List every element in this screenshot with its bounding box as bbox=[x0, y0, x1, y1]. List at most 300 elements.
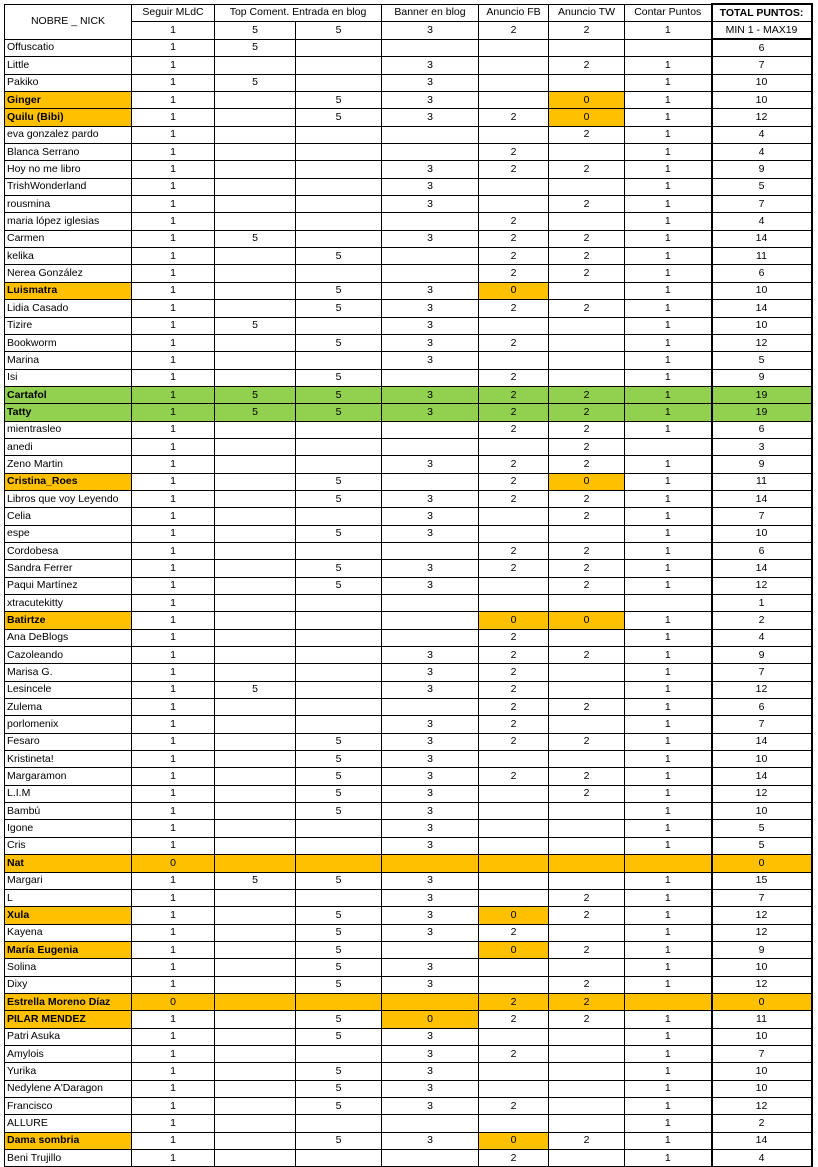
score-cell bbox=[549, 1028, 625, 1045]
total-points: 12 bbox=[712, 577, 812, 594]
score-cell: 1 bbox=[625, 560, 712, 577]
score-cell bbox=[296, 57, 382, 74]
total-points: 9 bbox=[712, 647, 812, 664]
table-row bbox=[5, 1115, 812, 1132]
score-cell bbox=[382, 855, 479, 872]
total-points: 10 bbox=[712, 525, 812, 542]
score-cell: 3 bbox=[382, 508, 479, 525]
score-cell bbox=[549, 924, 625, 941]
score-cell bbox=[215, 334, 296, 351]
score-cell: 1 bbox=[625, 837, 712, 854]
score-cell: 3 bbox=[382, 681, 479, 698]
score-cell bbox=[549, 629, 625, 646]
score-cell: 2 bbox=[479, 109, 549, 126]
participant-name: rousmina bbox=[5, 196, 132, 213]
total-points: 10 bbox=[712, 317, 812, 334]
score-cell bbox=[215, 456, 296, 473]
score-cell: 1 bbox=[132, 889, 215, 906]
score-cell: 2 bbox=[479, 560, 549, 577]
score-cell: 1 bbox=[132, 334, 215, 351]
score-cell: 1 bbox=[132, 438, 215, 455]
score-cell: 1 bbox=[625, 1097, 712, 1114]
total-points: 6 bbox=[712, 542, 812, 559]
total-points: 6 bbox=[712, 39, 812, 57]
score-cell: 1 bbox=[625, 1028, 712, 1045]
score-cell: 2 bbox=[549, 1011, 625, 1028]
total-points: 14 bbox=[712, 768, 812, 785]
score-cell bbox=[479, 39, 549, 57]
score-cell: 1 bbox=[625, 213, 712, 230]
participant-name: L.I.M bbox=[5, 785, 132, 802]
score-cell: 1 bbox=[132, 681, 215, 698]
participant-name: eva gonzalez pardo bbox=[5, 126, 132, 143]
score-cell: 5 bbox=[296, 751, 382, 768]
table-row bbox=[5, 57, 812, 74]
score-cell: 3 bbox=[382, 768, 479, 785]
score-cell: 2 bbox=[549, 993, 625, 1010]
score-cell: 1 bbox=[625, 265, 712, 282]
score-cell: 1 bbox=[132, 907, 215, 924]
table-row bbox=[5, 352, 812, 369]
score-cell: 1 bbox=[132, 508, 215, 525]
header-value: 2 bbox=[479, 22, 549, 40]
score-cell bbox=[625, 438, 712, 455]
score-cell: 1 bbox=[132, 664, 215, 681]
score-cell: 1 bbox=[625, 334, 712, 351]
score-cell: 5 bbox=[215, 317, 296, 334]
score-cell: 1 bbox=[625, 1132, 712, 1149]
score-cell bbox=[479, 74, 549, 91]
score-cell: 3 bbox=[382, 490, 479, 507]
table-row bbox=[5, 681, 812, 698]
table-row bbox=[5, 889, 812, 906]
table-row bbox=[5, 456, 812, 473]
table-row bbox=[5, 74, 812, 91]
score-cell bbox=[215, 1080, 296, 1097]
participant-name: Hoy no me libro bbox=[5, 161, 132, 178]
total-points: 4 bbox=[712, 213, 812, 230]
score-cell bbox=[549, 317, 625, 334]
table-row bbox=[5, 751, 812, 768]
participant-name: Francisco bbox=[5, 1097, 132, 1114]
score-cell: 3 bbox=[382, 352, 479, 369]
table-row bbox=[5, 1011, 812, 1028]
score-cell: 0 bbox=[382, 1011, 479, 1028]
participant-name: Pakiko bbox=[5, 74, 132, 91]
score-cell bbox=[296, 456, 382, 473]
score-cell bbox=[479, 889, 549, 906]
score-cell: 1 bbox=[625, 421, 712, 438]
table-row bbox=[5, 508, 812, 525]
score-cell: 3 bbox=[382, 751, 479, 768]
score-cell: 3 bbox=[382, 230, 479, 247]
total-points: 5 bbox=[712, 837, 812, 854]
score-cell: 0 bbox=[479, 941, 549, 958]
table-row bbox=[5, 629, 812, 646]
score-cell: 2 bbox=[549, 300, 625, 317]
total-points: 6 bbox=[712, 265, 812, 282]
score-cell bbox=[382, 699, 479, 716]
score-cell bbox=[296, 1115, 382, 1132]
table-row bbox=[5, 837, 812, 854]
score-cell: 3 bbox=[382, 716, 479, 733]
score-cell bbox=[215, 716, 296, 733]
score-cell bbox=[549, 820, 625, 837]
score-cell: 3 bbox=[382, 889, 479, 906]
score-cell bbox=[479, 1063, 549, 1080]
score-cell bbox=[296, 39, 382, 57]
score-cell: 1 bbox=[625, 681, 712, 698]
participant-name: Ana DeBlogs bbox=[5, 629, 132, 646]
table-row bbox=[5, 993, 812, 1010]
total-points: 11 bbox=[712, 1011, 812, 1028]
score-cell: 1 bbox=[132, 820, 215, 837]
score-cell: 2 bbox=[479, 230, 549, 247]
score-cell: 1 bbox=[625, 1045, 712, 1062]
score-cell: 1 bbox=[625, 57, 712, 74]
score-cell: 5 bbox=[296, 334, 382, 351]
score-cell: 5 bbox=[296, 1063, 382, 1080]
score-cell: 3 bbox=[382, 664, 479, 681]
total-points: 5 bbox=[712, 352, 812, 369]
score-cell bbox=[215, 473, 296, 490]
table-row bbox=[5, 1150, 812, 1167]
score-cell bbox=[296, 213, 382, 230]
score-cell: 1 bbox=[132, 369, 215, 386]
score-cell bbox=[549, 1150, 625, 1167]
score-cell bbox=[215, 525, 296, 542]
score-cell: 1 bbox=[625, 542, 712, 559]
total-points: 7 bbox=[712, 716, 812, 733]
score-cell: 1 bbox=[132, 959, 215, 976]
participant-name: TrishWonderland bbox=[5, 178, 132, 195]
score-cell bbox=[215, 560, 296, 577]
score-cell bbox=[215, 855, 296, 872]
score-cell: 2 bbox=[549, 560, 625, 577]
header-banner: Banner en blog bbox=[382, 4, 479, 22]
score-cell bbox=[479, 959, 549, 976]
score-cell: 1 bbox=[625, 74, 712, 91]
score-cell bbox=[296, 681, 382, 698]
score-cell: 1 bbox=[132, 716, 215, 733]
score-cell: 1 bbox=[625, 490, 712, 507]
participant-name: Nedylene A'Daragon bbox=[5, 1080, 132, 1097]
score-cell: 1 bbox=[132, 404, 215, 421]
score-cell: 2 bbox=[479, 542, 549, 559]
score-cell bbox=[625, 855, 712, 872]
score-cell bbox=[296, 421, 382, 438]
score-cell: 2 bbox=[479, 456, 549, 473]
score-cell: 2 bbox=[549, 230, 625, 247]
table-row bbox=[5, 1045, 812, 1062]
participant-name: Celia bbox=[5, 508, 132, 525]
participant-name: Tizire bbox=[5, 317, 132, 334]
score-cell: 1 bbox=[625, 976, 712, 993]
total-points: 7 bbox=[712, 57, 812, 74]
score-cell: 3 bbox=[382, 404, 479, 421]
score-cell: 3 bbox=[382, 317, 479, 334]
score-cell: 3 bbox=[382, 1063, 479, 1080]
score-cell: 1 bbox=[625, 872, 712, 889]
score-cell bbox=[215, 161, 296, 178]
score-cell: 5 bbox=[296, 369, 382, 386]
score-cell: 5 bbox=[296, 473, 382, 490]
score-cell bbox=[215, 109, 296, 126]
participant-name: Estrella Moreno Díaz bbox=[5, 993, 132, 1010]
participant-name: Offuscatio bbox=[5, 39, 132, 57]
total-points: 7 bbox=[712, 508, 812, 525]
score-cell: 2 bbox=[479, 369, 549, 386]
score-cell bbox=[549, 803, 625, 820]
score-cell bbox=[215, 768, 296, 785]
score-cell: 1 bbox=[625, 699, 712, 716]
score-cell bbox=[625, 595, 712, 612]
score-cell: 1 bbox=[625, 473, 712, 490]
score-cell: 3 bbox=[382, 74, 479, 91]
score-cell bbox=[215, 92, 296, 109]
total-points: 0 bbox=[712, 855, 812, 872]
header-top-coment: Top Coment. Entrada en blog bbox=[215, 4, 382, 22]
participant-name: Solina bbox=[5, 959, 132, 976]
score-cell: 5 bbox=[296, 803, 382, 820]
score-cell bbox=[296, 126, 382, 143]
score-cell: 2 bbox=[549, 577, 625, 594]
score-cell: 0 bbox=[132, 855, 215, 872]
table-row bbox=[5, 265, 812, 282]
total-points: 10 bbox=[712, 751, 812, 768]
score-cell: 1 bbox=[132, 785, 215, 802]
score-cell bbox=[382, 126, 479, 143]
score-cell: 1 bbox=[132, 612, 215, 629]
score-cell: 1 bbox=[625, 577, 712, 594]
total-points: 7 bbox=[712, 889, 812, 906]
score-cell bbox=[296, 542, 382, 559]
score-cell bbox=[215, 647, 296, 664]
participant-name: Paqui Martínez bbox=[5, 577, 132, 594]
score-cell: 2 bbox=[479, 1097, 549, 1114]
score-cell: 1 bbox=[132, 837, 215, 854]
score-cell bbox=[549, 595, 625, 612]
table-row bbox=[5, 369, 812, 386]
score-cell bbox=[215, 196, 296, 213]
score-cell bbox=[549, 1115, 625, 1132]
score-cell: 2 bbox=[549, 907, 625, 924]
total-points: 12 bbox=[712, 907, 812, 924]
table-row bbox=[5, 595, 812, 612]
total-points: 6 bbox=[712, 699, 812, 716]
score-cell bbox=[296, 144, 382, 161]
score-cell bbox=[296, 230, 382, 247]
score-cell: 2 bbox=[549, 647, 625, 664]
score-cell: 1 bbox=[132, 629, 215, 646]
score-cell: 1 bbox=[132, 768, 215, 785]
score-cell: 1 bbox=[132, 1028, 215, 1045]
score-cell bbox=[549, 716, 625, 733]
score-cell bbox=[549, 855, 625, 872]
score-cell bbox=[296, 74, 382, 91]
participant-name: L bbox=[5, 889, 132, 906]
score-cell: 5 bbox=[296, 924, 382, 941]
score-cell bbox=[549, 751, 625, 768]
score-cell bbox=[215, 924, 296, 941]
table-row bbox=[5, 92, 812, 109]
participant-name: xtracutekitty bbox=[5, 595, 132, 612]
score-cell: 1 bbox=[625, 612, 712, 629]
score-cell bbox=[215, 282, 296, 299]
score-cell: 2 bbox=[479, 647, 549, 664]
score-cell: 5 bbox=[215, 386, 296, 403]
score-cell: 3 bbox=[382, 57, 479, 74]
score-cell: 1 bbox=[132, 57, 215, 74]
score-cell: 3 bbox=[382, 109, 479, 126]
table-row bbox=[5, 1063, 812, 1080]
score-cell bbox=[215, 629, 296, 646]
score-cell: 1 bbox=[625, 768, 712, 785]
score-cell: 0 bbox=[549, 109, 625, 126]
score-cell bbox=[479, 820, 549, 837]
table-row bbox=[5, 178, 812, 195]
score-cell: 1 bbox=[625, 369, 712, 386]
participant-name: Cazoleando bbox=[5, 647, 132, 664]
score-cell bbox=[479, 837, 549, 854]
score-cell bbox=[215, 421, 296, 438]
table-row bbox=[5, 976, 812, 993]
score-cell: 1 bbox=[132, 386, 215, 403]
score-cell: 2 bbox=[479, 733, 549, 750]
score-cell bbox=[215, 976, 296, 993]
participant-name: maria lópez iglesias bbox=[5, 213, 132, 230]
table-row bbox=[5, 421, 812, 438]
total-points: 12 bbox=[712, 109, 812, 126]
score-cell bbox=[296, 993, 382, 1010]
score-cell: 1 bbox=[625, 924, 712, 941]
participant-name: Cartafol bbox=[5, 386, 132, 403]
score-cell: 5 bbox=[296, 490, 382, 507]
score-cell bbox=[549, 282, 625, 299]
score-cell bbox=[382, 1115, 479, 1132]
score-cell bbox=[215, 144, 296, 161]
table-row bbox=[5, 213, 812, 230]
score-cell: 2 bbox=[549, 57, 625, 74]
score-cell bbox=[215, 1115, 296, 1132]
header-total-range: MIN 1 - MAX19 bbox=[712, 22, 812, 40]
table-row bbox=[5, 699, 812, 716]
score-cell bbox=[479, 1115, 549, 1132]
score-cell: 1 bbox=[132, 1011, 215, 1028]
table-row bbox=[5, 334, 812, 351]
score-cell bbox=[479, 855, 549, 872]
score-cell: 2 bbox=[479, 1045, 549, 1062]
table-row bbox=[5, 1080, 812, 1097]
header-anuncio-fb: Anuncio FB bbox=[479, 4, 549, 22]
score-cell: 3 bbox=[382, 733, 479, 750]
score-cell bbox=[215, 1097, 296, 1114]
score-cell: 1 bbox=[625, 525, 712, 542]
score-cell: 0 bbox=[479, 612, 549, 629]
score-cell: 1 bbox=[625, 803, 712, 820]
score-cell bbox=[215, 941, 296, 958]
score-cell bbox=[215, 213, 296, 230]
score-cell: 1 bbox=[132, 1150, 215, 1167]
score-cell: 3 bbox=[382, 300, 479, 317]
score-cell: 1 bbox=[625, 317, 712, 334]
score-cell: 1 bbox=[625, 282, 712, 299]
score-cell: 2 bbox=[479, 144, 549, 161]
total-points: 11 bbox=[712, 248, 812, 265]
score-cell: 5 bbox=[296, 386, 382, 403]
score-cell: 1 bbox=[132, 1080, 215, 1097]
score-cell: 3 bbox=[382, 1028, 479, 1045]
score-cell: 1 bbox=[132, 196, 215, 213]
table-row bbox=[5, 196, 812, 213]
score-cell: 5 bbox=[296, 907, 382, 924]
score-cell bbox=[215, 126, 296, 143]
header-value: 3 bbox=[382, 22, 479, 40]
header-value: 1 bbox=[132, 22, 215, 40]
total-points: 9 bbox=[712, 456, 812, 473]
total-points: 9 bbox=[712, 941, 812, 958]
score-cell bbox=[382, 993, 479, 1010]
score-cell: 2 bbox=[549, 785, 625, 802]
score-cell: 1 bbox=[132, 1063, 215, 1080]
score-cell: 2 bbox=[549, 438, 625, 455]
score-cell bbox=[215, 1028, 296, 1045]
total-points: 10 bbox=[712, 92, 812, 109]
score-cell: 1 bbox=[132, 144, 215, 161]
table-row bbox=[5, 542, 812, 559]
participant-name: Dama sombria bbox=[5, 1132, 132, 1149]
score-cell bbox=[479, 352, 549, 369]
score-cell: 0 bbox=[479, 282, 549, 299]
participant-name: Kayena bbox=[5, 924, 132, 941]
score-cell: 1 bbox=[132, 456, 215, 473]
score-cell bbox=[296, 837, 382, 854]
score-cell bbox=[215, 820, 296, 837]
score-cell: 1 bbox=[132, 178, 215, 195]
score-cell bbox=[382, 629, 479, 646]
score-cell: 3 bbox=[382, 785, 479, 802]
score-cell: 1 bbox=[625, 1115, 712, 1132]
score-cell: 5 bbox=[296, 560, 382, 577]
table-row bbox=[5, 525, 812, 542]
participant-name: Margari bbox=[5, 872, 132, 889]
score-cell bbox=[296, 1045, 382, 1062]
score-cell: 2 bbox=[479, 993, 549, 1010]
score-cell: 2 bbox=[479, 265, 549, 282]
header-anuncio-tw: Anuncio TW bbox=[549, 4, 625, 22]
score-cell: 1 bbox=[132, 126, 215, 143]
score-cell: 1 bbox=[132, 39, 215, 57]
score-cell bbox=[549, 213, 625, 230]
score-cell bbox=[382, 421, 479, 438]
participant-name: kelika bbox=[5, 248, 132, 265]
score-cell: 3 bbox=[382, 803, 479, 820]
score-cell bbox=[549, 334, 625, 351]
score-cell bbox=[549, 1063, 625, 1080]
total-points: 10 bbox=[712, 959, 812, 976]
score-cell bbox=[296, 716, 382, 733]
score-cell bbox=[382, 265, 479, 282]
score-cell: 2 bbox=[479, 386, 549, 403]
score-cell: 1 bbox=[625, 1011, 712, 1028]
total-points: 10 bbox=[712, 1028, 812, 1045]
score-cell: 2 bbox=[479, 664, 549, 681]
participant-name: Nerea González bbox=[5, 265, 132, 282]
score-cell bbox=[549, 369, 625, 386]
score-cell: 5 bbox=[296, 92, 382, 109]
score-cell bbox=[549, 1097, 625, 1114]
score-cell: 1 bbox=[625, 647, 712, 664]
